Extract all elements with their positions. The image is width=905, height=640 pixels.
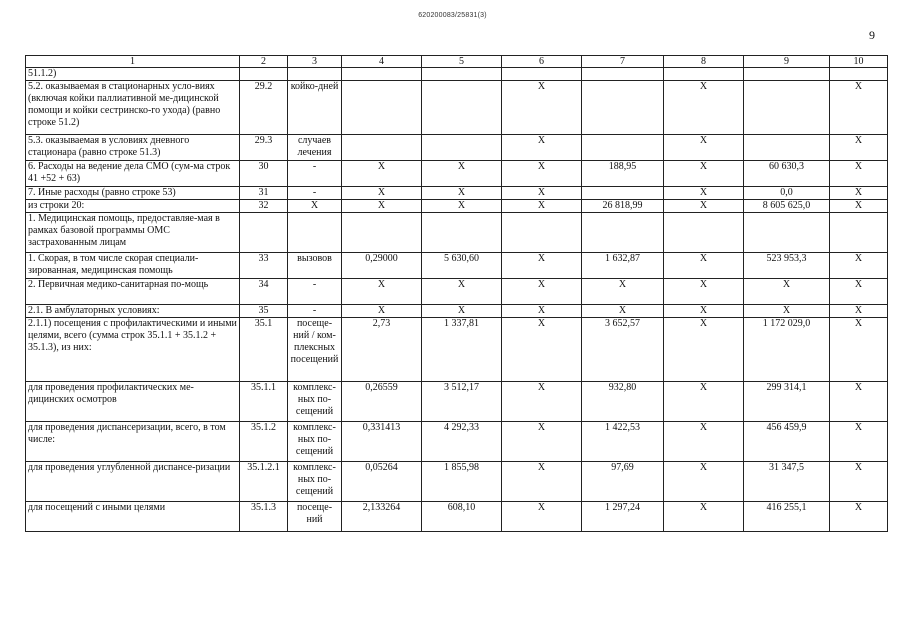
table-cell: X	[502, 279, 582, 305]
table-cell	[744, 213, 830, 253]
table-cell: 1 855,98	[422, 462, 502, 502]
table-cell: X	[422, 161, 502, 187]
column-header: 7	[582, 56, 664, 68]
table-cell: 1 297,24	[582, 502, 664, 532]
table-cell	[342, 81, 422, 135]
row-label-cell: для проведения диспансеризации, всего, в том числе:	[26, 422, 240, 462]
table-cell: X	[422, 200, 502, 213]
table-cell: 1 172 029,0	[744, 318, 830, 382]
table-cell: X	[830, 382, 888, 422]
table-cell: X	[502, 200, 582, 213]
table-cell: посеще-ний	[288, 502, 342, 532]
table-cell: 4 292,33	[422, 422, 502, 462]
table-cell: посеще-ний / ком-плексных посещений	[288, 318, 342, 382]
table-cell	[288, 68, 342, 81]
column-header: 9	[744, 56, 830, 68]
column-header: 2	[240, 56, 288, 68]
table-row	[26, 422, 888, 462]
table-cell	[582, 135, 664, 161]
table-row	[26, 305, 888, 318]
table-cell: X	[342, 161, 422, 187]
table-cell: X	[830, 279, 888, 305]
table-cell: 30	[240, 161, 288, 187]
table-cell: комплекс-ных по-сещений	[288, 462, 342, 502]
table-cell: -	[288, 161, 342, 187]
table-cell: 1 422,53	[582, 422, 664, 462]
table-cell: 0,29000	[342, 253, 422, 279]
table-cell: -	[288, 305, 342, 318]
table-cell: X	[664, 81, 744, 135]
table-cell: 35.1.2	[240, 422, 288, 462]
table-cell: X	[830, 187, 888, 200]
table-row	[26, 213, 888, 253]
column-header: 1	[26, 56, 240, 68]
table-cell	[502, 213, 582, 253]
table-cell	[582, 81, 664, 135]
table-cell: 29.2	[240, 81, 288, 135]
table-cell: -	[288, 279, 342, 305]
table-cell: 35.1.3	[240, 502, 288, 532]
table-cell: случаев лечения	[288, 135, 342, 161]
column-header: 8	[664, 56, 744, 68]
table-cell	[502, 68, 582, 81]
table-cell: 26 818,99	[582, 200, 664, 213]
table-cell: X	[830, 200, 888, 213]
table-cell: 35.1	[240, 318, 288, 382]
table-cell: X	[830, 161, 888, 187]
table-cell	[422, 135, 502, 161]
table-cell: X	[744, 305, 830, 318]
table-cell: X	[288, 200, 342, 213]
table-cell: X	[342, 200, 422, 213]
table-cell: X	[582, 279, 664, 305]
table-cell: X	[664, 253, 744, 279]
table-cell: 60 630,3	[744, 161, 830, 187]
table-cell: X	[830, 318, 888, 382]
table-cell: 0,26559	[342, 382, 422, 422]
table-cell	[422, 68, 502, 81]
table-row	[26, 462, 888, 502]
table-cell	[240, 213, 288, 253]
table-row	[26, 382, 888, 422]
table-cell: 456 459,9	[744, 422, 830, 462]
table-cell: 33	[240, 253, 288, 279]
table-row	[26, 81, 888, 135]
table-cell: 0,05264	[342, 462, 422, 502]
row-label-cell: 2.1. В амбулаторных условиях:	[26, 305, 240, 318]
table-cell	[744, 135, 830, 161]
table-row	[26, 253, 888, 279]
table-cell: койко-дней	[288, 81, 342, 135]
table-row	[26, 135, 888, 161]
table-cell: вызовов	[288, 253, 342, 279]
table-cell: 5 630,60	[422, 253, 502, 279]
table-row	[26, 68, 888, 81]
table-cell: 35.1.2.1	[240, 462, 288, 502]
table-row	[26, 200, 888, 213]
table-cell: 31	[240, 187, 288, 200]
table-cell: 97,69	[582, 462, 664, 502]
table-cell: X	[502, 253, 582, 279]
row-label-cell: для посещений с иными целями	[26, 502, 240, 532]
table-cell: X	[664, 318, 744, 382]
table-cell: 29.3	[240, 135, 288, 161]
row-label-cell: 6. Расходы на ведение дела СМО (сум-ма строк 41 +52 + 63)	[26, 161, 240, 187]
table-cell: X	[502, 305, 582, 318]
table-cell: X	[664, 161, 744, 187]
row-label-cell: 7. Иные расходы (равно строке 53)	[26, 187, 240, 200]
column-header: 3	[288, 56, 342, 68]
row-label-cell: для проведения углубленной диспансе-ризации	[26, 462, 240, 502]
column-header: 5	[422, 56, 502, 68]
table-cell	[744, 81, 830, 135]
table-cell: 32	[240, 200, 288, 213]
table-row	[26, 279, 888, 305]
table-cell: 2,73	[342, 318, 422, 382]
table-cell	[830, 68, 888, 81]
table-cell	[422, 213, 502, 253]
table-cell	[422, 81, 502, 135]
row-label-cell: для проведения профилактических ме-дицинских осмотров	[26, 382, 240, 422]
table-cell: X	[502, 422, 582, 462]
row-label-cell: 1. Медицинская помощь, предоставляе-мая в рамках базовой программы ОМС застрахованным лицам	[26, 213, 240, 253]
column-header: 6	[502, 56, 582, 68]
row-label-cell: из строки 20:	[26, 200, 240, 213]
table-cell: 31 347,5	[744, 462, 830, 502]
table-cell: X	[342, 305, 422, 318]
table-row	[26, 187, 888, 200]
table-cell: X	[664, 279, 744, 305]
table-cell: 932,80	[582, 382, 664, 422]
row-label-cell: 1. Скорая, в том числе скорая специали-зированная, медицинская помощь	[26, 253, 240, 279]
table-cell: 299 314,1	[744, 382, 830, 422]
table-cell: 0,0	[744, 187, 830, 200]
table-cell: X	[664, 502, 744, 532]
table-cell: 608,10	[422, 502, 502, 532]
row-label-cell: 51.1.2)	[26, 68, 240, 81]
column-header: 4	[342, 56, 422, 68]
table-cell: X	[830, 305, 888, 318]
table-cell: 523 953,3	[744, 253, 830, 279]
table-cell: 35.1.1	[240, 382, 288, 422]
table-cell: X	[830, 135, 888, 161]
table-cell: X	[422, 305, 502, 318]
table-cell: 3 652,57	[582, 318, 664, 382]
table-row	[26, 161, 888, 187]
table-cell: X	[342, 279, 422, 305]
table-cell	[664, 68, 744, 81]
table-cell	[342, 135, 422, 161]
table-cell: X	[664, 135, 744, 161]
table-cell: X	[502, 462, 582, 502]
table-cell: X	[664, 462, 744, 502]
table-cell: X	[664, 187, 744, 200]
table-cell: 416 255,1	[744, 502, 830, 532]
table-cell: 34	[240, 279, 288, 305]
table-cell	[830, 213, 888, 253]
table-cell	[342, 68, 422, 81]
table-cell: X	[502, 187, 582, 200]
table-cell	[582, 187, 664, 200]
table-cell: X	[664, 305, 744, 318]
table-cell: комплекс-ных по-сещений	[288, 382, 342, 422]
row-label-cell: 2. Первичная медико-санитарная по-мощь	[26, 279, 240, 305]
table-row	[26, 502, 888, 532]
table-cell: X	[422, 187, 502, 200]
table-cell: 188,95	[582, 161, 664, 187]
table-row	[26, 318, 888, 382]
table-cell: X	[502, 81, 582, 135]
table-cell: -	[288, 187, 342, 200]
table-cell	[342, 213, 422, 253]
table-cell: 1 632,87	[582, 253, 664, 279]
table-cell: X	[830, 253, 888, 279]
page-number: 9	[869, 28, 875, 42]
table-cell: X	[830, 422, 888, 462]
table-cell: X	[830, 462, 888, 502]
table-cell	[582, 68, 664, 81]
table-cell: X	[502, 135, 582, 161]
table-cell: 8 605 625,0	[744, 200, 830, 213]
table-cell: X	[664, 422, 744, 462]
table-cell: X	[664, 382, 744, 422]
row-label-cell: 5.3. оказываемая в условиях дневного стационара (равно строке 51.3)	[26, 135, 240, 161]
table-cell: 2,133264	[342, 502, 422, 532]
table-header-row	[26, 56, 888, 68]
table-cell: 0,331413	[342, 422, 422, 462]
table-cell	[664, 213, 744, 253]
table-cell: X	[664, 200, 744, 213]
row-label-cell: 2.1.1) посещения с профилактическими и иными целями, всего (сумма строк 35.1.1 + 35.1.2 + 35.1.3), из них:	[26, 318, 240, 382]
table-cell: 3 512,17	[422, 382, 502, 422]
table-cell	[744, 68, 830, 81]
document-code: 620200083/25831(3)	[418, 12, 487, 19]
table-cell: X	[342, 187, 422, 200]
table-cell: 1 337,81	[422, 318, 502, 382]
table-cell: X	[830, 502, 888, 532]
table-cell: X	[744, 279, 830, 305]
table-cell: X	[502, 502, 582, 532]
table-cell: X	[582, 305, 664, 318]
table-cell	[288, 213, 342, 253]
data-table	[25, 55, 888, 532]
table-cell	[240, 68, 288, 81]
row-label-cell: 5.2. оказываемая в стационарных усло-виях (включая койки паллиативной ме-дицинской помощи и койки сестринско-го ухода) (равно строке 51.2)	[26, 81, 240, 135]
column-header: 10	[830, 56, 888, 68]
table-cell: X	[830, 81, 888, 135]
table-cell: X	[502, 161, 582, 187]
table-cell: X	[502, 382, 582, 422]
table-cell: комплекс-ных по-сещений	[288, 422, 342, 462]
table-cell: X	[422, 279, 502, 305]
table-cell: 35	[240, 305, 288, 318]
table-cell: X	[502, 318, 582, 382]
table-cell	[582, 213, 664, 253]
